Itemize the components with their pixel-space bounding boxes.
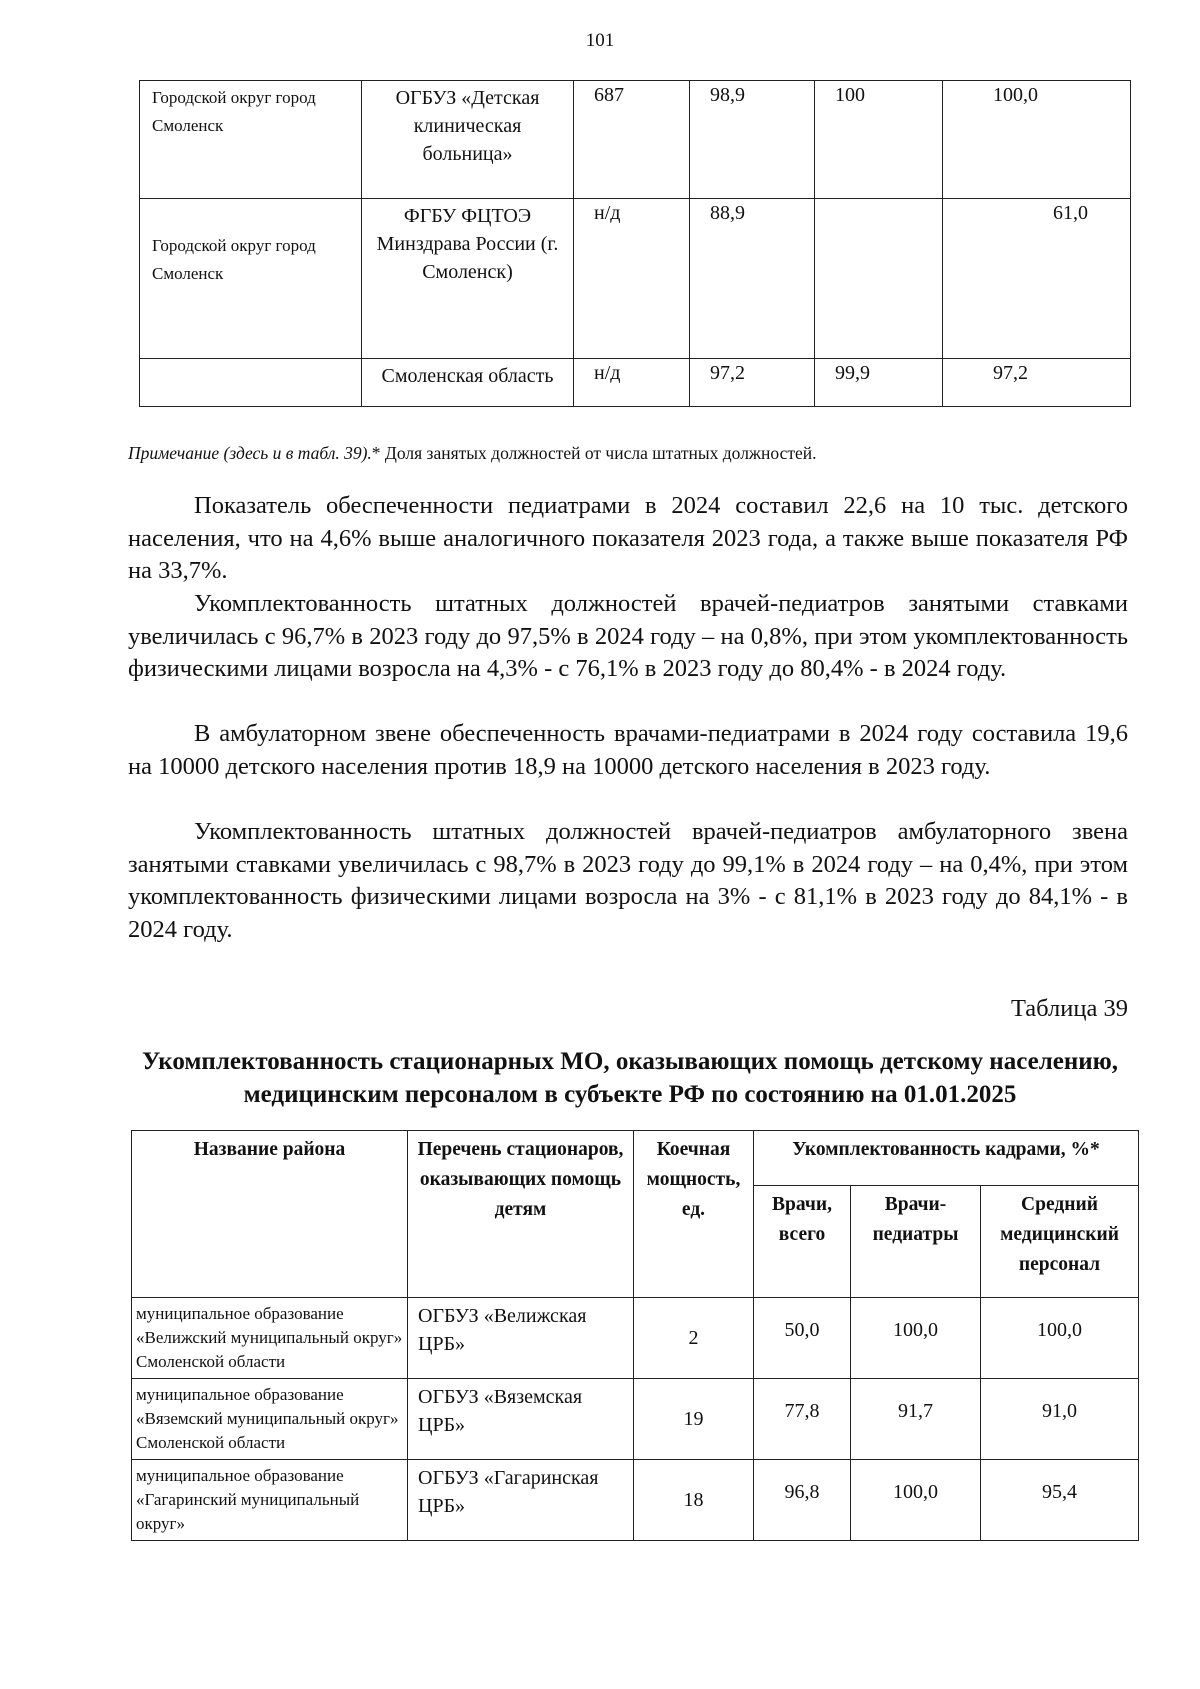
header-beds: Коечная мощность, ед.	[634, 1131, 754, 1298]
table-39	[131, 1130, 1139, 1541]
page-number: 101	[585, 30, 615, 51]
district-cell: муниципальное образование «Гагаринский муниципальный округ»	[132, 1460, 408, 1541]
institution-cell: ФГБУ ФЦТОЭ Минздрава России (г. Смоленск)	[362, 199, 574, 359]
nurses-cell: 95,4	[981, 1460, 1139, 1541]
beds-cell: н/д	[574, 359, 690, 407]
pediatricians-cell: 100	[815, 81, 943, 199]
note-text: * Доля занятых должностей от числа штатных должностей.	[371, 443, 817, 463]
doctors-cell: 77,8	[754, 1379, 851, 1460]
pediatricians-cell: 91,7	[851, 1379, 981, 1460]
paragraph: Укомплектованность штатных должностей врачей-педиатров амбулаторного звена занятыми ставками увеличилась с 98,7% в 2023 году до 99,1% в 2024 году – на 0,4%, при этом укомплектованность физическими лицами возросла на 3% - с 81,1% в 2023 году до 84,1% - в 2024 году.	[128, 818, 1128, 943]
header-doctors: Врачи, всего	[754, 1186, 851, 1298]
table-row	[132, 1460, 1139, 1541]
paragraph: В амбулаторном звене обеспеченность врачами-педиатрами в 2024 году составила 19,6 на 10000 детского населения против 18,9 на 10000 детского населения в 2023 году.	[128, 720, 1128, 780]
district-cell: Городской округ город Смоленск	[140, 199, 362, 359]
header-district: Название района	[132, 1131, 408, 1298]
beds-cell: 18	[634, 1460, 754, 1541]
paragraph: Показатель обеспеченности педиатрами в 2024 составил 22,6 на 10 тыс. детского населения, что на 4,6% выше аналогичного показателя 2023 года, а также выше показателя РФ на 33,7%.	[128, 492, 1128, 584]
pediatricians-cell: 100,0	[851, 1298, 981, 1379]
table-row	[132, 1379, 1139, 1460]
doctors-cell: 98,9	[690, 81, 815, 199]
district-cell	[140, 359, 362, 407]
table-caption: Таблица 39	[1010, 995, 1128, 1022]
header-pediatricians: Врачи-педиатры	[851, 1186, 981, 1298]
institution-cell: ОГБУЗ «Вяземская ЦРБ»	[408, 1379, 634, 1460]
nurses-cell: 97,2	[943, 359, 1131, 407]
beds-cell: н/д	[574, 199, 690, 359]
top-table	[139, 80, 1131, 407]
doctors-cell: 50,0	[754, 1298, 851, 1379]
beds-cell: 2	[634, 1298, 754, 1379]
header-row	[132, 1131, 1139, 1186]
beds-cell: 687	[574, 81, 690, 199]
doctors-cell: 88,9	[690, 199, 815, 359]
doctors-cell: 96,8	[754, 1460, 851, 1541]
institution-cell: ОГБУЗ «Велижская ЦРБ»	[408, 1298, 634, 1379]
table-note	[128, 443, 817, 464]
table-row	[140, 359, 1131, 407]
note-italic: Примечание (здесь и в табл. 39).	[128, 443, 372, 463]
paragraph: Укомплектованность штатных должностей врачей-педиатров занятыми ставками увеличилась с 96,7% в 2023 году до 97,5% в 2024 году – на 0,8%, при этом укомплектованность физическими лицами возросла на 4,3% - с 76,1% в 2023 году до 80,4% - в 2024 году.	[128, 590, 1128, 682]
pediatricians-cell: 100,0	[851, 1460, 981, 1541]
district-cell: Городской округ город Смоленск	[140, 81, 362, 199]
table-row	[140, 199, 1131, 359]
district-cell: муниципальное образование «Велижский муниципальный округ» Смоленской области	[132, 1298, 408, 1379]
table-row	[140, 81, 1131, 199]
header-nurses: Средний медицинский персонал	[981, 1186, 1139, 1298]
nurses-cell: 61,0	[943, 199, 1131, 359]
header-list: Перечень стационаров, оказывающих помощь детям	[408, 1131, 634, 1298]
nurses-cell: 100,0	[981, 1298, 1139, 1379]
table-title: Укомплектованность стационарных МО, оказывающих помощь детскому населению, медицинским персоналом в субъекте РФ по состоянию на 01.01.2025	[141, 1048, 1118, 1108]
institution-cell: ОГБУЗ «Детская клиническая больница»	[362, 81, 574, 199]
nurses-cell: 100,0	[943, 81, 1131, 199]
institution-cell: Смоленская область	[362, 359, 574, 407]
pediatricians-cell	[815, 199, 943, 359]
district-cell: муниципальное образование «Вяземский муниципальный округ» Смоленской области	[132, 1379, 408, 1460]
institution-cell: ОГБУЗ «Гагаринская ЦРБ»	[408, 1460, 634, 1541]
pediatricians-cell: 99,9	[815, 359, 943, 407]
beds-cell: 19	[634, 1379, 754, 1460]
table-row	[132, 1298, 1139, 1379]
header-staffing: Укомплектованность кадрами, %*	[754, 1131, 1139, 1186]
doctors-cell: 97,2	[690, 359, 815, 407]
nurses-cell: 91,0	[981, 1379, 1139, 1460]
